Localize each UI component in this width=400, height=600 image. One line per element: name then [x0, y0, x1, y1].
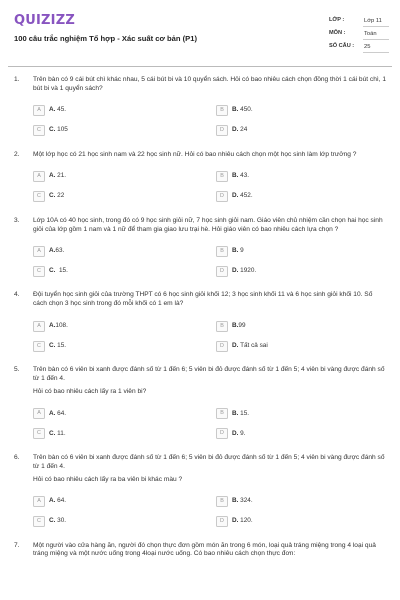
question-item — [14, 291, 388, 353]
question-paragraph: Một người vào cửa hàng ăn, người đó chọn thực đơn gồm món ăn trong 6 món, loại quả tráng miệng trong 4 loại quả tráng miệng và một nước uống trong 4loại nước uống. Có bao nhiêu cách chọn thực đơn: — [33, 541, 376, 558]
answer-option[interactable] — [33, 190, 216, 204]
option-text — [232, 497, 253, 506]
option-letter-box: D — [216, 341, 228, 352]
option-letter-box: D — [216, 191, 228, 202]
option-text — [49, 126, 68, 135]
meta-key: MÔN : — [329, 29, 346, 36]
answer-option[interactable] — [33, 104, 216, 118]
answer-option[interactable] — [216, 515, 386, 529]
question-paragraph: Trên bàn có 6 viên bi xanh được đánh số từ 1 đến 6; 5 viên bi đỏ được đánh số từ 1 đến 5; 4 viên bi vàng được đánh số từ 1 đến 4. — [33, 453, 385, 470]
option-letter: A. — [49, 497, 56, 505]
option-letter: D. — [232, 267, 239, 275]
answer-option[interactable] — [33, 170, 216, 184]
option-value: 63. — [55, 247, 65, 255]
answer-option[interactable] — [216, 244, 386, 258]
question-list — [14, 76, 388, 576]
option-letter: D. — [232, 341, 239, 349]
meta-value: 25 — [363, 41, 389, 53]
header-divider — [8, 66, 392, 67]
option-letter: B. — [232, 321, 239, 329]
question-number: 7. — [14, 541, 20, 549]
option-letter-box: B — [216, 105, 228, 116]
meta-row — [329, 27, 389, 40]
option-text — [232, 342, 268, 351]
answer-option[interactable] — [216, 124, 386, 138]
option-letter: B. — [232, 497, 239, 505]
option-letter: D. — [232, 192, 239, 200]
option-letter-box: C — [33, 341, 45, 352]
option-value: 22 — [55, 192, 65, 200]
question-paragraph: Trên bàn có 6 viên bi xanh được đánh số từ 1 đến 6; 5 viên bi đỏ được đánh số từ 1 đến 5; 4 viên bi vàng được đánh số từ 1 đến 4. — [33, 366, 385, 383]
answer-options — [33, 407, 388, 441]
option-letter-box: A — [33, 496, 45, 507]
meta-row — [329, 14, 389, 27]
option-letter-box: C — [33, 516, 45, 527]
question-text — [33, 454, 388, 489]
option-text — [49, 192, 64, 201]
option-value: 64. — [55, 497, 67, 505]
option-letter-box: B — [216, 321, 228, 332]
option-text — [49, 517, 66, 526]
option-value: 105 — [55, 126, 68, 134]
option-letter: C. — [49, 429, 56, 437]
option-letter: B. — [232, 172, 239, 180]
option-letter: B. — [232, 106, 239, 114]
answer-option[interactable] — [216, 495, 386, 509]
option-letter: B. — [232, 409, 239, 417]
option-letter: A. — [49, 106, 56, 114]
option-letter-box: A — [33, 105, 45, 116]
meta-info — [329, 14, 389, 53]
option-value: 450. — [238, 106, 253, 114]
answer-option[interactable] — [33, 495, 216, 509]
option-letter-box: D — [216, 125, 228, 136]
option-text — [232, 172, 249, 181]
option-letter-box: B — [216, 171, 228, 182]
option-letter: C. — [49, 341, 56, 349]
option-letter: B. — [232, 247, 239, 255]
answer-options — [33, 170, 388, 204]
answer-option[interactable] — [216, 427, 386, 441]
option-value: 108. — [55, 321, 68, 329]
option-letter: C. — [49, 267, 56, 275]
answer-option[interactable] — [216, 264, 386, 278]
option-letter: A. — [49, 172, 56, 180]
option-value: 30. — [55, 517, 67, 525]
option-text — [49, 342, 66, 351]
option-letter-box: C — [33, 266, 45, 277]
option-letter: C. — [49, 192, 56, 200]
question-paragraph: Lớp 10A có 40 học sinh, trong đó có 9 học sinh giỏi nữ, 7 học sinh giỏi nam. Giáo viên chủ nhiệm cần chọn hai học sinh giỏi của lớp gồm 1 nam và 1 nữ để tham gia giao lưu trại hè. Hỏi giáo viên có bao nhiêu cách lựa chọn ? — [33, 216, 383, 233]
option-value: 15. — [55, 267, 68, 275]
option-text — [232, 106, 253, 115]
answer-option[interactable] — [33, 124, 216, 138]
option-value: 9. — [238, 429, 246, 437]
option-letter: D. — [232, 429, 239, 437]
option-value: 43. — [238, 172, 250, 180]
quizizz-logo: QUIZIZZ — [14, 13, 75, 28]
option-letter: D. — [232, 126, 239, 134]
question-text — [33, 76, 388, 98]
answer-option[interactable] — [216, 190, 386, 204]
question-paragraph: Hỏi có bao nhiêu cách lấy ra 1 viên bi? — [33, 388, 147, 396]
option-value: 11. — [55, 429, 66, 437]
question-number: 1. — [14, 76, 20, 83]
question-number: 5. — [14, 366, 20, 374]
question-item — [14, 76, 388, 138]
option-text — [232, 322, 246, 331]
option-text — [49, 430, 66, 439]
option-value: 324. — [238, 497, 253, 505]
question-text — [33, 151, 388, 164]
answer-option[interactable] — [33, 319, 216, 333]
option-letter-box: D — [216, 428, 228, 439]
question-number: 4. — [14, 291, 20, 299]
answer-options — [33, 495, 388, 529]
option-value: 15. — [55, 341, 67, 349]
option-letter: A. — [49, 247, 56, 255]
question-text — [33, 542, 388, 564]
meta-key: LỚP : — [329, 16, 345, 23]
option-value: 452. — [238, 192, 253, 200]
option-value: 21. — [55, 172, 67, 180]
answer-option[interactable] — [216, 339, 386, 353]
answer-option[interactable] — [216, 407, 386, 421]
option-text — [232, 267, 256, 276]
option-letter-box: C — [33, 428, 45, 439]
option-letter: D. — [232, 517, 239, 525]
option-letter: C. — [49, 517, 56, 525]
option-text — [49, 322, 68, 331]
document-title: 100 câu trắc nghiệm Tổ hợp - Xác suất cơ bản (P1) — [14, 34, 197, 43]
question-number: 2. — [14, 150, 20, 158]
answer-option[interactable] — [33, 264, 216, 278]
question-text — [33, 366, 388, 401]
answer-option[interactable] — [33, 515, 216, 529]
option-value: 24 — [238, 126, 248, 134]
question-text — [33, 291, 388, 313]
option-text — [232, 517, 253, 526]
option-text — [49, 172, 66, 181]
option-text — [49, 267, 68, 276]
option-letter-box: A — [33, 246, 45, 257]
option-value: 9 — [238, 247, 244, 255]
option-value: 15. — [238, 409, 250, 417]
option-letter-box: B — [216, 496, 228, 507]
option-value: 45. — [55, 106, 67, 114]
answer-options — [33, 319, 388, 353]
answer-option[interactable] — [33, 427, 216, 441]
answer-option[interactable] — [216, 319, 386, 333]
question-item — [14, 542, 388, 564]
option-text — [232, 126, 247, 135]
answer-option[interactable] — [216, 170, 386, 184]
meta-key: SỐ CÂU : — [329, 42, 355, 49]
page-header — [14, 12, 386, 62]
meta-value: Toán — [363, 28, 389, 40]
answer-option[interactable] — [33, 244, 216, 258]
question-paragraph: Hỏi có bao nhiêu cách lấy ra ba viên bi khác màu ? — [33, 475, 183, 483]
answer-option[interactable] — [216, 104, 386, 118]
option-letter: A. — [49, 409, 56, 417]
answer-option[interactable] — [33, 339, 216, 353]
option-letter-box: C — [33, 125, 45, 136]
option-text — [49, 497, 66, 506]
answer-options — [33, 104, 388, 138]
option-letter-box: B — [216, 408, 228, 419]
answer-options — [33, 244, 388, 278]
option-value: 1920. — [238, 267, 257, 275]
question-item — [14, 454, 388, 529]
question-paragraph: Trên bàn có 9 cái bút chì khác nhau, 5 cái bút bi và 10 quyển sách. Hỏi có bao nhiêu cách chọn đồng thời 1 cái bút chì, 1 bút bi và 1 quyển sách? — [33, 76, 387, 92]
answer-option[interactable] — [33, 407, 216, 421]
question-number: 6. — [14, 453, 20, 461]
question-item — [14, 366, 388, 441]
meta-value: Lớp 11 — [363, 15, 389, 27]
option-text — [232, 247, 244, 256]
option-value: 64. — [55, 409, 67, 417]
option-letter-box: C — [33, 191, 45, 202]
meta-row — [329, 40, 389, 53]
option-value: 120. — [238, 517, 253, 525]
question-item — [14, 151, 388, 204]
option-text — [49, 410, 66, 419]
question-paragraph: Một lớp học có 21 học sinh nam và 22 học sinh nữ. Hỏi có bao nhiêu cách chọn một học sinh làm lớp trưởng ? — [33, 150, 357, 158]
option-letter-box: A — [33, 408, 45, 419]
option-letter-box: A — [33, 321, 45, 332]
option-letter: C. — [49, 126, 56, 134]
question-number: 3. — [14, 216, 20, 224]
option-text — [232, 410, 249, 419]
option-text — [232, 192, 253, 201]
option-letter-box: D — [216, 266, 228, 277]
question-text — [33, 217, 388, 239]
option-text — [232, 430, 246, 439]
option-value: 99 — [238, 321, 246, 329]
option-letter-box: D — [216, 516, 228, 527]
option-value: Tất cả sai — [238, 341, 268, 349]
question-item — [14, 217, 388, 279]
option-letter: A. — [49, 321, 56, 329]
option-letter-box: B — [216, 246, 228, 257]
option-text — [49, 247, 64, 256]
option-letter-box: A — [33, 171, 45, 182]
option-text — [49, 106, 66, 115]
question-paragraph: Đội tuyển học sinh giỏi của trường THPT có 6 học sinh giỏi khối 12; 3 học sinh khối 11 và 6 học sinh giỏi khối 10. Số cách chọn 3 học sinh trong đó mỗi khối có 1 em là? — [33, 291, 373, 308]
